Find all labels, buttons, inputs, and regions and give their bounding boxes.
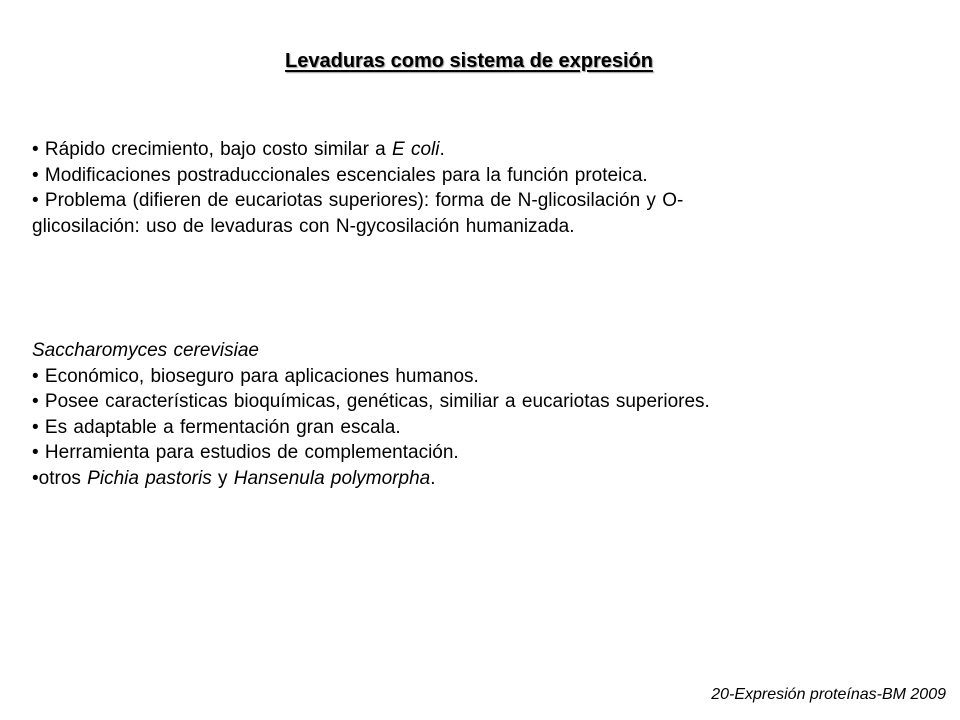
slide-footer: 20-Expresión proteínas-BM 2009 bbox=[711, 686, 946, 703]
bullet-economic: • Económico, bioseguro para aplicaciones humanos. bbox=[32, 365, 479, 387]
slide-title: Levaduras como sistema de expresión bbox=[285, 50, 653, 72]
species-name: E coli bbox=[392, 139, 440, 160]
species-name: Hansenula polymorpha bbox=[233, 467, 431, 489]
bullet-problem-line1: • Problema (difieren de eucariotas superiores): forma de N-glicosilación y O- bbox=[32, 190, 684, 212]
bullet-problem-line2: glicosilación: uso de levaduras con N-gycosilación humanizada. bbox=[32, 215, 575, 237]
bullet-text: y bbox=[211, 467, 234, 489]
bullet-text: . bbox=[430, 467, 436, 489]
bullet-rapid-growth bbox=[32, 137, 912, 163]
bullet-others bbox=[32, 466, 912, 492]
saccharomyces-section bbox=[32, 338, 912, 492]
species-name: Saccharomyces cerevisiae bbox=[32, 340, 259, 361]
section-heading bbox=[32, 338, 912, 364]
bullet-complementation: • Herramienta para estudios de complementación. bbox=[32, 442, 459, 464]
general-bullets bbox=[32, 137, 912, 239]
species-name: Pichia pastoris bbox=[87, 467, 212, 489]
bullet-text: •otros bbox=[32, 467, 88, 489]
bullet-post-translational: • Modificaciones postraduccionales escenciales para la función proteica. bbox=[32, 164, 648, 186]
bullet-text: . bbox=[439, 139, 445, 160]
bullet-text: • Rápido crecimiento, bajo costo similar a bbox=[32, 139, 393, 160]
bullet-biochemical: • Posee características bioquímicas, genéticas, similiar a eucariotas superiores. bbox=[32, 391, 710, 413]
bullet-fermentation: • Es adaptable a fermentación gran escala. bbox=[32, 416, 401, 438]
